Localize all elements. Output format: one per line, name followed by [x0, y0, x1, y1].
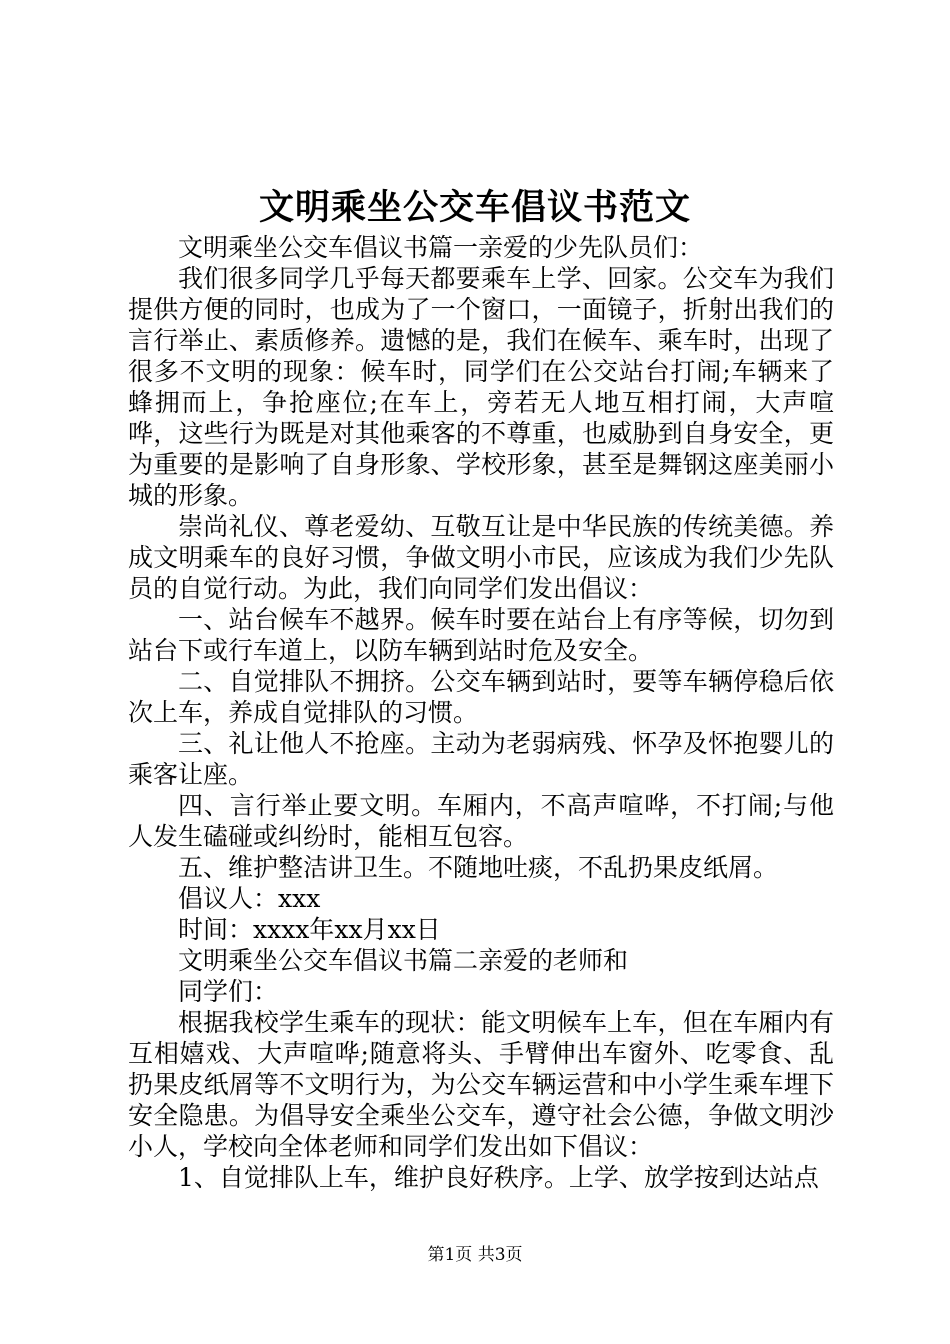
paragraph: 1、自觉排队上车，维护良好秩序。上学、放学按到达站点 — [178, 1163, 819, 1192]
paragraph: 崇尚礼仪、尊老爱幼、互敬互让是中华民族的传统美德。养成文明乘车的良好习惯，争做文明小市民，应该成为我们少先队员的自觉行动。为此，我们向同学们发出倡议： — [128, 512, 834, 603]
document-body — [128, 232, 834, 1193]
paragraph: 文明乘坐公交车倡议书篇二亲爱的老师和 — [178, 946, 629, 975]
page-footer: 第1页 共3页 — [427, 1245, 523, 1265]
paragraph: 倡议人：xxx — [178, 884, 321, 913]
paragraph: 同学们： — [178, 977, 279, 1006]
paragraph: 四、言行举止要文明。车厢内，不高声喧哗，不打闹;与他人发生磕碰或纠纷时，能相互包容。 — [128, 791, 834, 851]
paragraph: 我们很多同学几乎每天都要乘车上学、回家。公交车为我们提供方便的同时，也成为了一个窗口，一面镜子，折射出我们的言行举止、素质修养。遗憾的是，我们在候车、乘车时，出现了很多不文明的现象：候车时，同学们在公交站台打闹;车辆来了蜂拥而上，争抢座位;在车上，旁若无人地互相打闹，大声喧哗，这些行为既是对其他乘客的不尊重，也威胁到自身安全，更为重要的是影响了自身形象、学校形象，甚至是舞钢这座美丽小城的形象。 — [128, 264, 834, 510]
paragraph: 五、维护整洁讲卫生。不随地吐痰，不乱扔果皮纸屑。 — [178, 853, 779, 882]
paragraph: 三、礼让他人不抢座。主动为老弱病残、怀孕及怀抱婴儿的乘客让座。 — [128, 729, 834, 789]
paragraph: 根据我校学生乘车的现状：能文明候车上车，但在车厢内有互相嬉戏、大声喧哗;随意将头、手臂伸出车窗外、吃零食、乱扔果皮纸屑等不文明行为，为公交车辆运营和中小学生乘车埋下安全隐患。为倡导安全乘坐公交车，遵守社会公德，争做文明沙小人，学校向全体老师和同学们发出如下倡议： — [128, 1008, 834, 1161]
document-title: 文明乘坐公交车倡议书范文 — [258, 187, 691, 228]
paragraph: 二、自觉排队不拥挤。公交车辆到站时，要等车辆停稳后依次上车，养成自觉排队的习惯。 — [128, 667, 834, 727]
paragraph: 时间：xxxx年xx月xx日 — [178, 915, 441, 944]
paragraph: 文明乘坐公交车倡议书篇一亲爱的少先队员们： — [178, 233, 704, 262]
paragraph: 一、站台候车不越界。候车时要在站台上有序等候，切勿到站台下或行车道上，以防车辆到站时危及安全。 — [128, 605, 834, 665]
